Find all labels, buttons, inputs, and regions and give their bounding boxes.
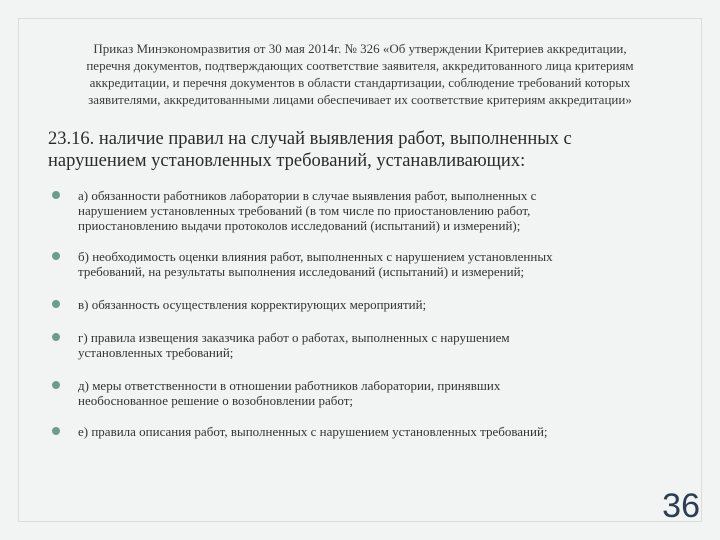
list-item-c	[52, 297, 652, 312]
item-line: нарушением установленных требований (в том числе по приостановлению работ,	[78, 203, 531, 218]
page-number: 36	[662, 487, 700, 525]
title-line: нарушением установленных требований, устанавливающих:	[48, 151, 526, 171]
title-line: 23.16. наличие правил на случай выявления работ, выполненных с	[48, 129, 572, 149]
item-line: г) правила извещения заказчика работ о работах, выполненных с нарушением	[78, 330, 510, 345]
bullet-icon	[52, 252, 60, 260]
list-item-d	[52, 330, 652, 360]
item-line: в) обязанность осуществления корректирующих мероприятий;	[78, 297, 427, 312]
bullet-icon	[52, 191, 60, 199]
bullet-icon	[52, 427, 60, 435]
item-line: б) необходимость оценки влияния работ, выполненных с нарушением установленных	[78, 249, 553, 264]
list-item-e	[52, 378, 652, 408]
list-item-f	[52, 424, 652, 439]
item-line: необоснованное решение о возобновлении работ;	[78, 393, 353, 408]
list-item-a	[52, 188, 652, 233]
item-line: е) правила описания работ, выполненных с нарушением установленных требований;	[78, 424, 548, 439]
item-line: д) меры ответственности в отношении работников лаборатории, принявших	[78, 378, 501, 393]
header-line: аккредитации, и перечня документов в области стандартизации, соблюдение требований которых	[89, 75, 631, 90]
item-line: а) обязанности работников лаборатории в случае выявления работ, выполненных с	[78, 188, 537, 203]
bullet-icon	[52, 333, 60, 341]
header-line: перечня документов, подтверждающих соответствие заявителя, аккредитованного лица критериям	[86, 58, 634, 73]
item-line: приостановлению выдачи протоколов исследований (испытаний) и измерений);	[78, 218, 521, 233]
bullet-icon	[52, 381, 60, 389]
header-line: Приказ Минэкономразвития от 30 мая 2014г. № 326 «Об утверждении Критериев аккредитации,	[93, 41, 627, 56]
item-line: требований, на результаты выполнения исследований (испытаний) и измерений;	[78, 264, 525, 279]
bullet-icon	[52, 300, 60, 308]
list-item-b	[52, 249, 652, 279]
header-citation	[40, 40, 680, 108]
header-line: заявителями, аккредитованными лицами обеспечивает их соответствие критериям аккредитации»	[88, 92, 632, 107]
item-line: установленных требований;	[78, 345, 234, 360]
slide-title	[48, 128, 688, 172]
requirements-list	[52, 188, 652, 439]
